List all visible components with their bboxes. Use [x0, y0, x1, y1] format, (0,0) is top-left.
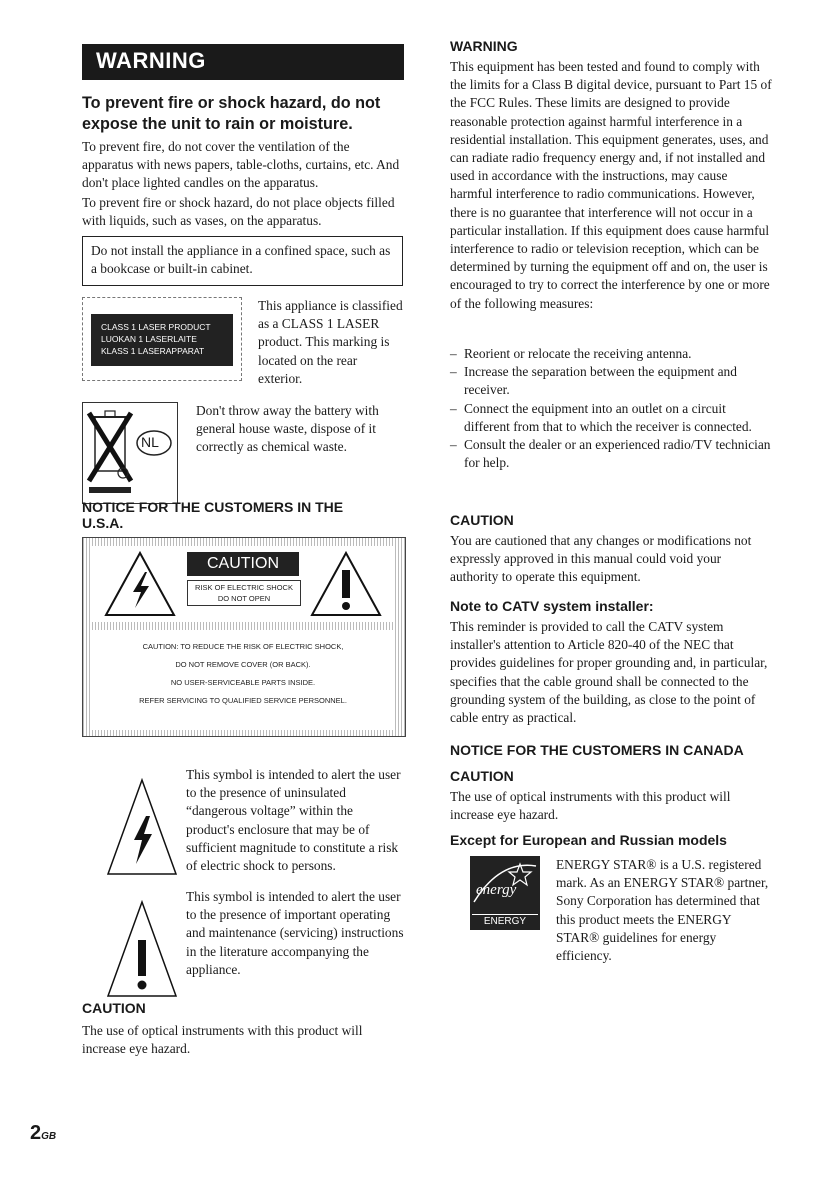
energy-star-logo — [470, 856, 540, 941]
risk-line-2: DO NOT OPEN — [217, 594, 271, 603]
caution-label-title: CAUTION — [207, 555, 279, 572]
laser-label — [82, 297, 242, 381]
left-caution-text: The use of optical instruments with this product will increase eye hazard. — [82, 1023, 363, 1057]
canada-heading: NOTICE FOR THE CUSTOMERS IN CANADA — [450, 742, 744, 758]
risk-line-1: RISK OF ELECTRIC SHOCK — [195, 583, 293, 592]
right-caution-text: You are cautioned that any changes or modifications not expressly approved in this manual could void your authority to operate this equipment. — [450, 533, 752, 585]
measure-item: – Consult the dealer or an experienced radio/TV technician for help. — [450, 436, 772, 472]
warning-banner — [82, 44, 404, 80]
fire-paragraph-1: To prevent fire, do not cover the ventilation of the apparatus with news papers, table-cloths, curtains, etc. And don't place lighted candles on the apparatus. — [82, 139, 400, 191]
canada-caution-text: The use of optical instruments with this product will increase eye hazard. — [450, 789, 731, 823]
measure-item: – Increase the separation between the equipment and receiver. — [450, 363, 772, 399]
usa-heading: NOTICE FOR THE CUSTOMERS IN THE U.S.A. — [82, 499, 344, 531]
fcc-warning-text: This equipment has been tested and found to comply with the limits for a Class B digital device, pursuant to Part 15 of the FCC Rules. These limits are designed to provide reasonable protection against harmful interference in a residential installation. This equipment generates, uses, and can radiate radio frequency energy and, if not installed and used in accordance with the instructions, may cause harmful interference to radio communications. However, there is no guarantee that interference will not occur in a particular installation. If this equipment does cause harmful interference to radio or television reception, which can be determined by turning the equipment off and on, the user is encouraged to try to correct the interference by one or more of the following measures: — [450, 59, 772, 311]
euro-heading: Except for European and Russian models — [450, 832, 727, 848]
energy-logo-label: ENERGY STAR — [472, 914, 538, 929]
fire-paragraph-2: To prevent fire or shock hazard, do not place objects filled with liquids, such as vases, on the apparatus. — [82, 195, 395, 229]
exclamation-triangle-icon — [106, 900, 178, 998]
lightning-triangle-icon — [106, 778, 178, 876]
page-number-suffix: GB — [41, 1131, 57, 1142]
laser-label-line-3: KLASS 1 LASERAPPARAT — [101, 346, 205, 356]
crossed-bin-icon — [83, 403, 177, 503]
caution-label — [82, 537, 406, 737]
lightning-warning-icon — [103, 550, 177, 618]
right-caution-heading: CAUTION — [450, 512, 514, 528]
page-number — [30, 1122, 56, 1145]
energy-logo-script: energy — [476, 882, 517, 898]
page-number-value: 2 — [30, 1122, 42, 1144]
catv-text: This reminder is provided to call the CATV system installer's attention to Article 820-40 of the NEC that provides guidelines for proper grounding and, in particular, specifies that the cable ground shall be connected to the grounding system of the building, as close to the point of cable entry as practical. — [450, 619, 768, 726]
fire-heading: To prevent fire or shock hazard, do not expose the unit to rain or moisture. — [82, 94, 381, 133]
caution-line-3: NO USER-SERVICEABLE PARTS INSIDE. — [170, 678, 316, 687]
left-caution-heading: CAUTION — [82, 1000, 146, 1016]
laser-label-line-1: CLASS 1 LASER PRODUCT — [101, 322, 211, 332]
caution-line-1: CAUTION: TO REDUCE THE RISK OF ELECTRIC SHOCK, — [142, 642, 344, 651]
symbol-2-text: This symbol is intended to alert the user to the presence of important operating and maintenance (servicing) instructions in the literature accompanying the appliance. — [186, 889, 404, 977]
battery-disposal-symbol — [82, 402, 178, 504]
laser-text: This appliance is classified as a CLASS 1 LASER product. This marking is located on the rear exterior. — [258, 298, 403, 386]
measures-list — [450, 345, 772, 472]
install-note-box — [82, 236, 403, 286]
canada-caution-heading: CAUTION — [450, 768, 514, 784]
install-note-text: Do not install the appliance in a confined space, such as a bookcase or built-in cabinet. — [91, 243, 391, 277]
symbol-1-text: This symbol is intended to alert the user to the presence of uninsulated “dangerous voltage” within the product's enclosure that may be of sufficient magnitude to constitute a risk of electric shock to persons. — [186, 767, 401, 874]
warning-banner-label: WARNING — [96, 48, 206, 73]
catv-heading: Note to CATV system installer: — [450, 598, 654, 614]
battery-text: Don't throw away the battery with general house waste, dispose of it correctly as chemical waste. — [196, 403, 379, 455]
exclamation-warning-icon — [309, 550, 383, 618]
battery-badge: NL — [141, 434, 159, 450]
right-warning-heading: WARNING — [450, 38, 518, 54]
measure-item: – Connect the equipment into an outlet on a circuit different from that to which the receiver is connected. — [450, 400, 772, 436]
laser-label-line-2: LUOKAN 1 LASERLAITE — [101, 334, 197, 344]
caution-line-4: REFER SERVICING TO QUALIFIED SERVICE PERSONNEL. — [139, 696, 347, 705]
energy-star-text: ENERGY STAR® is a U.S. registered mark. As an ENERGY STAR® partner, Sony Corporation has determined that this product meets the ENERGY STAR® guidelines for energy efficiency. — [556, 857, 769, 964]
measure-item: – Reorient or relocate the receiving antenna. — [450, 345, 772, 363]
caution-line-2: DO NOT REMOVE COVER (OR BACK). — [175, 660, 311, 669]
